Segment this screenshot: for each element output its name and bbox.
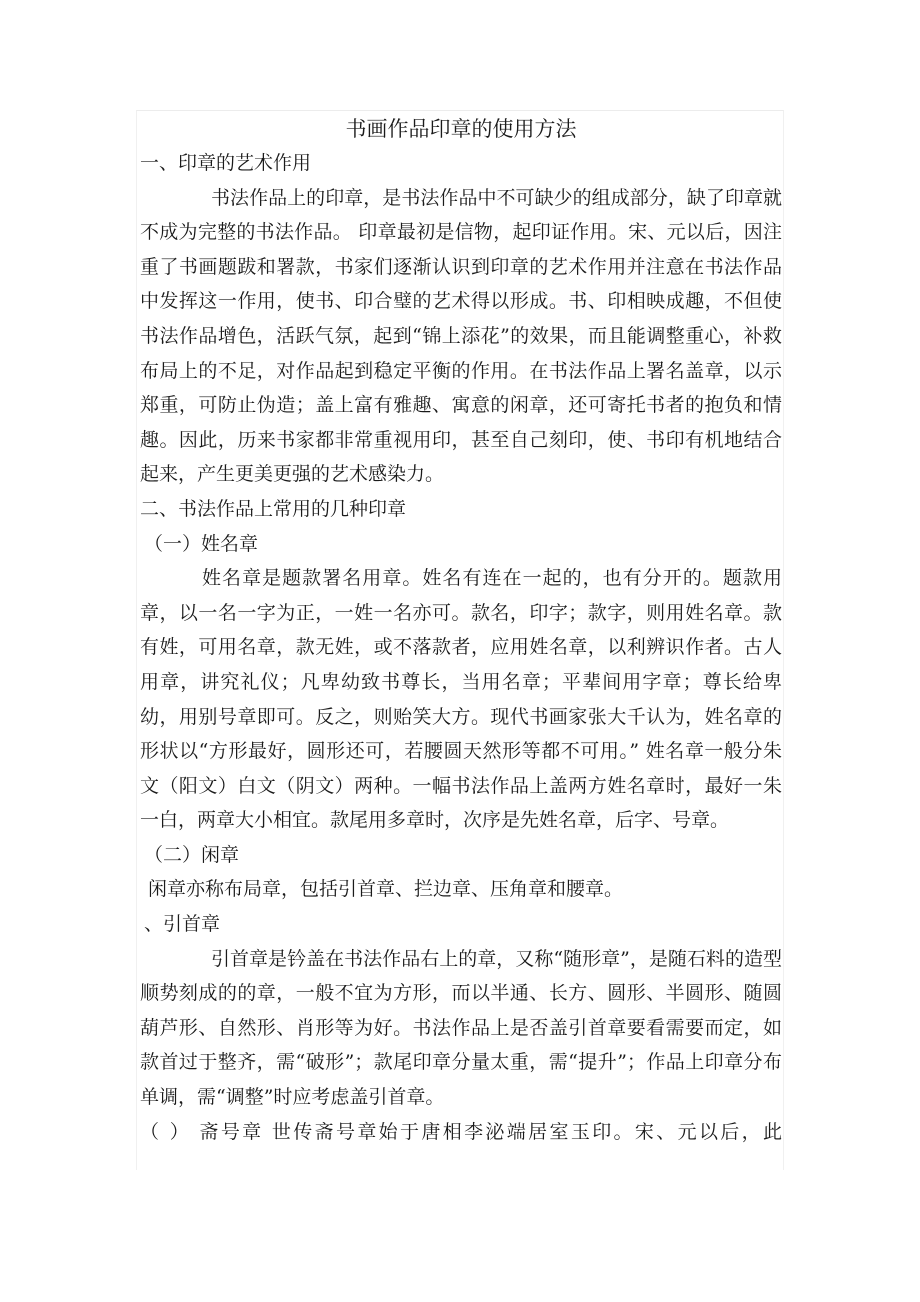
section-heading-1: 一、印章的艺术作用	[140, 152, 312, 174]
section-heading-2: 二、书法作品上常用的几种印章	[140, 497, 407, 520]
section-1-paragraph: 书法作品上的印章，是书法作品中不可缺少的组成部分，缺了印章就不成为完整的书法作品。 印章最初是信物，起印证作用。宋、元以后，因注重了书画题跋和署款，书家们逐渐认识到印章的艺术作用并注意在书法作品中发挥这一作用，使书、印合璧的艺术得以形成。书、印相映成趣，不但使书法作品增色，活跃气氛，起到“锦上添花”的效果，而且能调整重心，补救布局上的不足，对作品起到稳定平衡的作用。在书法作品上署名盖章，以示郑重，可防止伪造；盖上富有雅趣、寓意的闲章，还可寄托书者的抱负和情趣。因此，历来书家都非常重视用印，甚至自己刻印，使、书印有机地结合起来，产生更美更强的艺术感染力。	[140, 186, 782, 486]
document-body	[140, 112, 782, 1149]
subsection-heading-leisure-seal: （二）闲章	[144, 843, 240, 866]
subsection-heading-name-seal: （一）姓名章	[144, 532, 259, 555]
studio-seal-line: （ ） 斋号章 世传斋号章始于唐相李泌端居室玉印。宋、元以后，此	[140, 1120, 782, 1143]
leading-seal-paragraph: 引首章是钤盖在书法作品右上的章，又称“随形章”，是随石料的造型顺势刻成的的章，一般不宜为方形，而以半通、长方、圆形、半圆形、随圆葫芦形、自然形、肖形等为好。书法作品上是否盖引首章要看需要而定，如款首过于整齐，需“破形”；款尾印章分量太重，需“提升”；作品上印章分布单调，需“调整”时应考虑盖引首章。	[140, 947, 782, 1109]
name-seal-paragraph: 姓名章是题款署名用章。姓名有连在一起的，也有分开的。题款用章，以一名一字为正，一姓一名亦可。款名，印字；款字，则用姓名章。款有姓，可用名章，款无姓，或不落款者，应用姓名章，以利辨识作者。古人用章，讲究礼仪；凡卑幼致书尊长，当用名章；平辈间用字章；尊长给卑幼，用别号章即可。反之，则贻笑大方。现代书画家张大千认为，姓名章的形状以“方形最好，圆形还可，若腰圆天然形等都不可用。” 姓名章一般分朱文（阳文）白文（阴文）两种。一幅书法作品上盖两方姓名章时，最好一朱一白，两章大小相宜。款尾用多章时，次序是先姓名章，后字、号章。	[140, 567, 782, 832]
document-title: 书画作品印章的使用方法	[345, 117, 577, 141]
leisure-seal-line: 闲章亦称布局章，包括引首章、拦边章、压角章和腰章。	[148, 878, 624, 901]
subsection-heading-leading-seal: 、引首章	[144, 913, 221, 936]
